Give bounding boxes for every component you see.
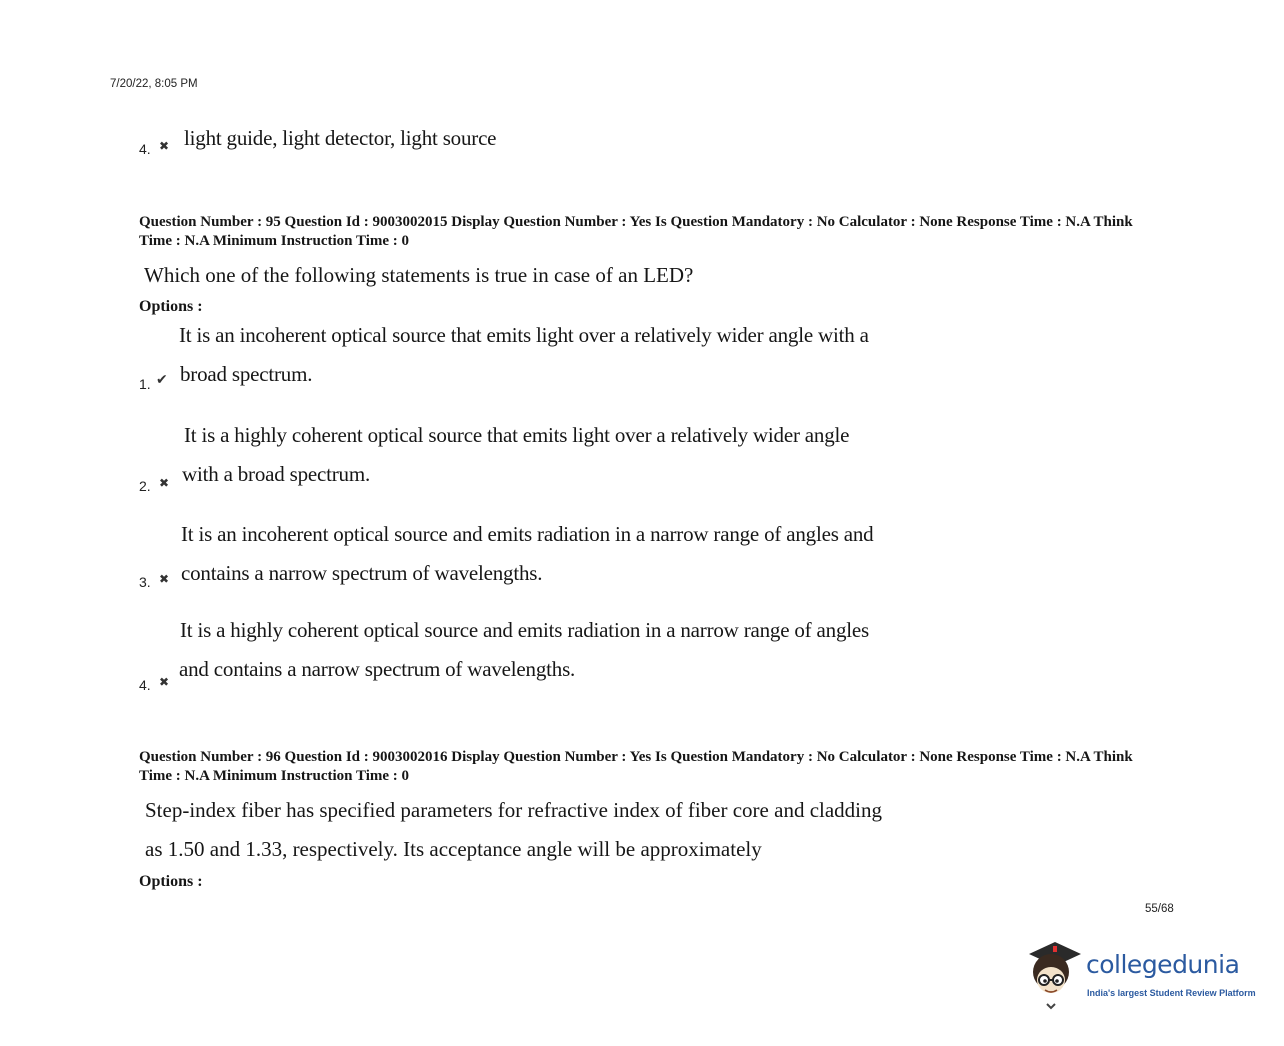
option-number: 3. bbox=[139, 574, 151, 590]
option-text: light guide, light detector, light source bbox=[184, 126, 497, 150]
check-icon: ✔ bbox=[156, 372, 168, 388]
option-text-line: It is a highly coherent optical source that emits light over a relatively wider angle bbox=[184, 423, 850, 447]
question-meta: Question Number : 96 Question Id : 9003002016 Display Question Number : Yes Is Question Mandatory : No Calculator : None Response Time : N.A Think Time : N.A Minimum Instruction Time : 0 bbox=[139, 749, 1133, 784]
option-text-line: broad spectrum. bbox=[180, 362, 313, 386]
option-text-line: It is an incoherent optical source and emits radiation in a narrow range of angles and bbox=[181, 522, 874, 546]
options-label: Options : bbox=[139, 298, 203, 315]
options-label: Options : bbox=[139, 873, 203, 890]
cross-icon: ✖ bbox=[159, 476, 170, 490]
question-text: Which one of the following statements is true in case of an LED? bbox=[144, 263, 694, 287]
page-number: 55/68 bbox=[1145, 903, 1174, 915]
print-timestamp: 7/20/22, 8:05 PM bbox=[110, 78, 198, 90]
option-number: 1. bbox=[139, 376, 151, 392]
option-number: 4. bbox=[139, 677, 151, 693]
cross-icon: ✖ bbox=[159, 139, 170, 153]
option-text-line: with a broad spectrum. bbox=[182, 462, 371, 486]
option-text-line: contains a narrow spectrum of wavelengths. bbox=[181, 561, 543, 585]
cross-icon: ✖ bbox=[159, 572, 170, 586]
cross-icon: ✖ bbox=[159, 675, 170, 689]
option-text-line: It is a highly coherent optical source and emits radiation in a narrow range of angles bbox=[180, 618, 869, 642]
question-text-line: Step-index fiber has specified parameters for refractive index of fiber core and cladding bbox=[145, 798, 882, 822]
question-text-line: as 1.50 and 1.33, respectively. Its acceptance angle will be approximately bbox=[145, 837, 762, 861]
option-text-line: It is an incoherent optical source that emits light over a relatively wider angle with a bbox=[179, 323, 869, 347]
option-text-line: and contains a narrow spectrum of wavelengths. bbox=[179, 657, 576, 681]
option-number: 4. bbox=[139, 141, 151, 157]
mascot-icon bbox=[1025, 940, 1087, 1010]
brand-tagline: India's largest Student Review Platform bbox=[1087, 988, 1256, 998]
brand-name: collegedunia bbox=[1086, 950, 1240, 979]
question-meta: Question Number : 95 Question Id : 9003002015 Display Question Number : Yes Is Question Mandatory : No Calculator : None Response Time : N.A Think Time : N.A Minimum Instruction Time : 0 bbox=[139, 214, 1133, 249]
option-number: 2. bbox=[139, 478, 151, 494]
